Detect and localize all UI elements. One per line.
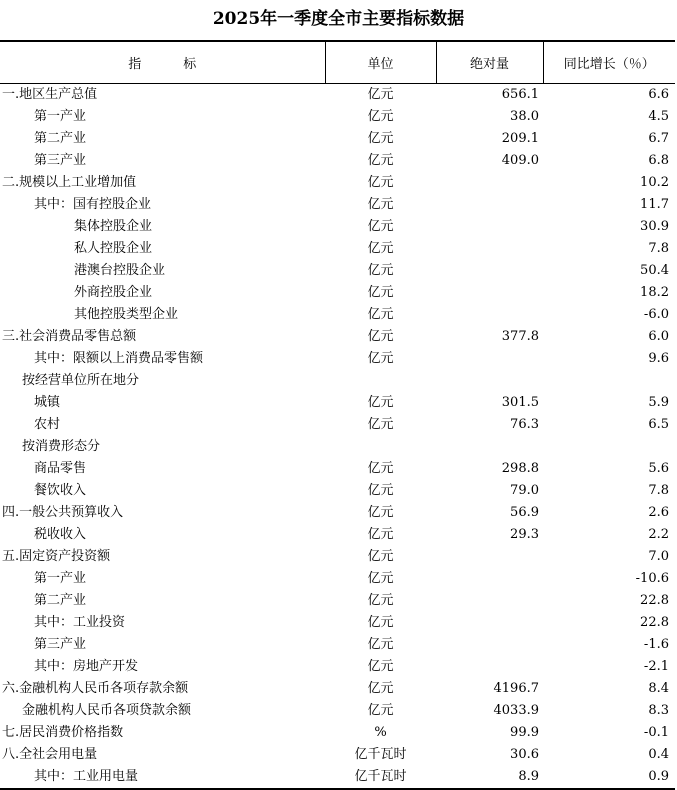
- row-name: 四.一般公共预算收入: [2, 505, 124, 520]
- row-absolute: 79.0: [510, 483, 539, 498]
- row-yoy: -10.6: [635, 571, 669, 586]
- row-unit: 亿元: [367, 417, 394, 432]
- table-row: [0, 634, 675, 656]
- row-absolute: 8.9: [436, 766, 543, 789]
- table-body: [0, 84, 675, 790]
- row-unit: 亿元: [367, 87, 394, 102]
- row-yoy: 6.7: [648, 131, 669, 146]
- row-name: 其中：工业投资: [34, 615, 126, 630]
- row-absolute: 301.5: [501, 395, 539, 410]
- row-name: 第一产业: [34, 571, 87, 586]
- row-yoy: 22.8: [640, 593, 669, 608]
- table-row: [0, 414, 675, 436]
- row-name: 税收收入: [34, 527, 87, 542]
- row-name: 其中：国有控股企业: [34, 197, 152, 212]
- row-absolute: 4033.9: [493, 703, 539, 718]
- table-row: [0, 216, 675, 238]
- table-header-row: [0, 41, 675, 84]
- row-yoy: 6.6: [648, 87, 669, 102]
- row-yoy: -1.6: [643, 637, 669, 652]
- row-yoy: 8.3: [648, 703, 669, 718]
- row-unit: 亿元: [367, 527, 394, 542]
- row-yoy: 30.9: [640, 219, 669, 234]
- row-absolute: 4196.7: [493, 681, 539, 696]
- row-unit: 亿千瓦时: [325, 766, 436, 789]
- row-unit: 亿元: [367, 219, 394, 234]
- table-row: [0, 524, 675, 546]
- row-unit: 亿元: [367, 241, 394, 256]
- row-absolute: [436, 656, 543, 678]
- row-yoy: 10.2: [640, 175, 669, 190]
- row-yoy: 6.5: [648, 417, 669, 432]
- row-absolute: 377.8: [501, 329, 539, 344]
- table-row: [0, 282, 675, 304]
- row-absolute: [436, 282, 543, 304]
- row-name: 其他控股类型企业: [74, 307, 179, 322]
- table-row: [0, 546, 675, 568]
- table-row: [0, 260, 675, 282]
- table-row: [0, 370, 675, 392]
- header-unit: 单位: [325, 41, 436, 84]
- row-absolute: [436, 194, 543, 216]
- row-yoy: 2.6: [648, 505, 669, 520]
- row-yoy: [543, 370, 675, 392]
- row-absolute: 409.0: [501, 153, 539, 168]
- table-row: [0, 766, 675, 789]
- row-yoy: 7.8: [648, 241, 669, 256]
- row-absolute: 56.9: [510, 505, 539, 520]
- row-unit: 亿元: [367, 395, 394, 410]
- row-unit: 亿元: [367, 659, 394, 674]
- row-name: 第一产业: [34, 109, 87, 124]
- row-unit: [325, 436, 436, 458]
- row-unit: 亿元: [367, 263, 394, 278]
- table-row: [0, 612, 675, 634]
- header-absolute: 绝对量: [436, 41, 543, 84]
- row-name: 其中：工业用电量: [0, 766, 325, 789]
- table-row: [0, 458, 675, 480]
- row-absolute: [436, 436, 543, 458]
- row-yoy: 5.9: [648, 395, 669, 410]
- row-yoy: -2.1: [643, 659, 669, 674]
- row-yoy: 5.6: [648, 461, 669, 476]
- row-unit: 亿元: [367, 703, 394, 718]
- row-absolute: [436, 370, 543, 392]
- row-name: 餐饮收入: [34, 483, 87, 498]
- row-unit: 亿元: [367, 109, 394, 124]
- row-name: 三.社会消费品零售总额: [2, 329, 137, 344]
- row-absolute: 656.1: [501, 87, 539, 102]
- row-name: 五.固定资产投资额: [2, 549, 111, 564]
- row-absolute: 76.3: [510, 417, 539, 432]
- row-unit: [325, 370, 436, 392]
- row-name: 其中：限额以上消费品零售额: [34, 351, 204, 366]
- row-name: 城镇: [34, 395, 61, 410]
- table-row: [0, 238, 675, 260]
- row-name: 第二产业: [34, 131, 87, 146]
- row-absolute: [436, 216, 543, 238]
- row-name: 六.金融机构人民币各项存款余额: [2, 681, 189, 696]
- row-name: 第三产业: [34, 637, 87, 652]
- table-row: [0, 128, 675, 150]
- row-name: 二.规模以上工业增加值: [2, 175, 137, 190]
- row-unit: 亿元: [367, 461, 394, 476]
- table-row: [0, 106, 675, 128]
- table-row: [0, 172, 675, 194]
- table-row: [0, 590, 675, 612]
- row-unit: 亿元: [367, 153, 394, 168]
- table-row: [0, 150, 675, 172]
- row-unit: 亿元: [367, 351, 394, 366]
- row-unit: 亿元: [367, 549, 394, 564]
- row-absolute: [436, 348, 543, 370]
- row-absolute: [436, 546, 543, 568]
- row-yoy: 7.0: [648, 549, 669, 564]
- row-unit: 亿元: [367, 131, 394, 146]
- row-yoy: 11.7: [640, 197, 669, 212]
- row-absolute: [436, 612, 543, 634]
- row-absolute: [436, 568, 543, 590]
- row-unit: %: [374, 725, 387, 740]
- row-absolute: [436, 304, 543, 326]
- row-name: 八.全社会用电量: [2, 747, 98, 762]
- row-unit: 亿元: [367, 615, 394, 630]
- row-name: 按消费形态分: [22, 439, 101, 454]
- indicator-table: [0, 40, 675, 790]
- row-unit: 亿元: [367, 175, 394, 190]
- row-absolute: [436, 634, 543, 656]
- row-yoy: 6.8: [648, 153, 669, 168]
- table-row: [0, 700, 675, 722]
- row-name: 商品零售: [34, 461, 87, 476]
- row-yoy: 0.4: [648, 747, 669, 762]
- row-unit: 亿元: [367, 329, 394, 344]
- row-absolute: [436, 260, 543, 282]
- row-absolute: [436, 172, 543, 194]
- row-yoy: 7.8: [648, 483, 669, 498]
- table-row: [0, 436, 675, 458]
- table-row: [0, 722, 675, 744]
- row-unit: 亿千瓦时: [354, 747, 407, 762]
- row-unit: 亿元: [367, 505, 394, 520]
- row-name: 外商控股企业: [74, 285, 153, 300]
- row-name: 金融机构人民币各项贷款余额: [22, 703, 192, 718]
- header-yoy: 同比增长（％）: [543, 41, 675, 84]
- row-absolute: 29.3: [510, 527, 539, 542]
- row-absolute: [436, 590, 543, 612]
- row-yoy: -0.1: [643, 725, 669, 740]
- row-absolute: 209.1: [501, 131, 539, 146]
- row-name: 私人控股企业: [74, 241, 153, 256]
- row-yoy: 0.9: [543, 766, 675, 789]
- row-unit: 亿元: [367, 637, 394, 652]
- row-yoy: -6.0: [643, 307, 669, 322]
- row-absolute: 30.6: [510, 747, 539, 762]
- row-yoy: 4.5: [648, 109, 669, 124]
- table-row: [0, 502, 675, 524]
- table-row: [0, 84, 675, 107]
- table-row: [0, 326, 675, 348]
- row-unit: 亿元: [367, 197, 394, 212]
- row-name: 一.地区生产总值: [2, 87, 98, 102]
- row-name: 集体控股企业: [74, 219, 153, 234]
- row-name: 按经营单位所在地分: [22, 373, 140, 388]
- row-unit: 亿元: [367, 681, 394, 696]
- row-yoy: 22.8: [640, 615, 669, 630]
- row-yoy: 8.4: [648, 681, 669, 696]
- table-row: [0, 568, 675, 590]
- table-row: [0, 656, 675, 678]
- row-yoy: [543, 436, 675, 458]
- row-unit: 亿元: [367, 571, 394, 586]
- row-name: 七.居民消费价格指数: [2, 725, 124, 740]
- table-row: [0, 194, 675, 216]
- page-title: 2025年一季度全市主要指标数据: [212, 9, 465, 29]
- row-yoy: 18.2: [640, 285, 669, 300]
- row-name: 港澳台控股企业: [74, 263, 166, 278]
- row-yoy: 50.4: [640, 263, 669, 278]
- row-absolute: [436, 238, 543, 260]
- table-row: [0, 480, 675, 502]
- row-unit: 亿元: [367, 483, 394, 498]
- table-row: [0, 348, 675, 370]
- row-name: 农村: [34, 417, 61, 432]
- row-name: 第二产业: [34, 593, 87, 608]
- header-indicator-label: 指标: [128, 57, 239, 72]
- row-absolute: 99.9: [510, 725, 539, 740]
- row-unit: 亿元: [367, 307, 394, 322]
- table-row: [0, 744, 675, 766]
- row-absolute: 38.0: [510, 109, 539, 124]
- row-name: 第三产业: [34, 153, 87, 168]
- row-unit: 亿元: [367, 285, 394, 300]
- row-yoy: 6.0: [648, 329, 669, 344]
- row-yoy: 9.6: [648, 351, 669, 366]
- row-yoy: 2.2: [648, 527, 669, 542]
- table-row: [0, 678, 675, 700]
- table-row: [0, 392, 675, 414]
- table-row: [0, 304, 675, 326]
- header-indicator: [0, 41, 325, 84]
- row-unit: 亿元: [367, 593, 394, 608]
- row-name: 其中：房地产开发: [34, 659, 139, 674]
- row-absolute: 298.8: [501, 461, 539, 476]
